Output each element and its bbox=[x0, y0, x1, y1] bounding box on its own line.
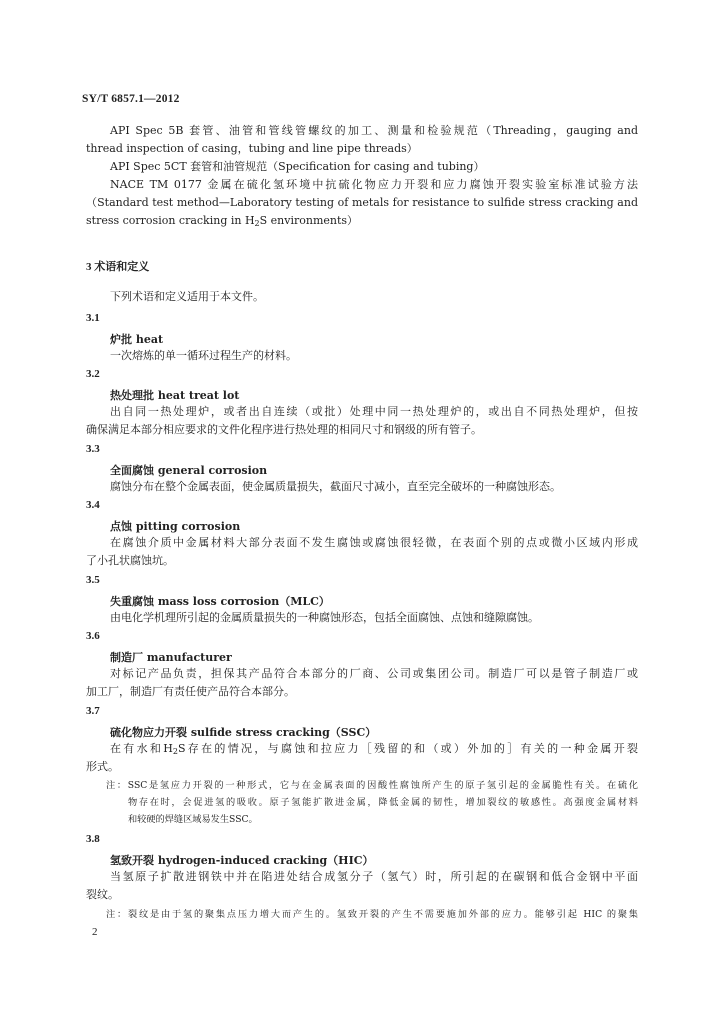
ref-nace-line3: stress corrosion cracking in $H_2S$ environments） bbox=[86, 214, 359, 228]
term-title: 热处理批 heat treat lot bbox=[110, 389, 240, 402]
term-definition: 确保满足本部分相应要求的文件化程序进行热处理的相同尺寸和钢级的所有管子。 bbox=[86, 423, 482, 436]
term-definition: 腐蚀分布在整个金属表面，使金属质量损失，截面尺寸减小，直至完全破坏的一种腐蚀形态。 bbox=[110, 480, 561, 493]
term-definition: 一次熔炼的单一循环过程生产的材料。 bbox=[110, 349, 297, 362]
term-number: 3.3 bbox=[86, 443, 100, 455]
document-code: SY/T 6857.1—2012 bbox=[82, 93, 180, 105]
term-definition: 加工厂，制造厂有责任使产品符合本部分。 bbox=[86, 685, 295, 698]
term-title: 点蚀 pitting corrosion bbox=[110, 520, 241, 533]
term-title: 硫化物应力开裂 sulfide stress cracking（SSC） bbox=[110, 726, 377, 739]
term-title: 失重腐蚀 mass loss corrosion（MLC） bbox=[110, 595, 330, 608]
term-definition: 在有水和$H_2S$存在的情况，与腐蚀和拉应力［残留的和（或）外加的］有关的一种金属开裂 bbox=[110, 742, 638, 756]
term-definition: 形式。 bbox=[86, 760, 119, 773]
term-definition: 对标记产品负责，担保其产品符合本部分的厂商、公司或集团公司。制造厂可以是管子制造厂或 bbox=[110, 667, 638, 680]
term-title: 全面腐蚀 general corrosion bbox=[110, 464, 268, 477]
term-number: 3.8 bbox=[86, 833, 100, 845]
term-number: 3.1 bbox=[86, 312, 100, 324]
term-number: 3.7 bbox=[86, 705, 100, 717]
section-title: 3 术语和定义 bbox=[86, 261, 150, 273]
term-note: 注：SSC是氢应力开裂的一种形式，它与在金属表面的因酸性腐蚀所产生的原子氢引起的金属脆性有关。在硫化 bbox=[106, 780, 638, 791]
term-number: 3.4 bbox=[86, 499, 100, 511]
term-definition: 了小孔状腐蚀坑。 bbox=[86, 554, 174, 567]
section-intro: 下列术语和定义适用于本文件。 bbox=[110, 290, 264, 303]
term-definition: 当氢原子扩散进钢铁中并在陷进处结合成氢分子（氢气）时，所引起的在碳钢和低合金钢中平面 bbox=[110, 870, 638, 883]
ref-api-5ct: API Spec 5CT 套管和油管规范（Specification for casing and tubing） bbox=[110, 160, 485, 173]
term-title: 炉批 heat bbox=[110, 333, 164, 346]
term-number: 3.5 bbox=[86, 574, 100, 586]
page-number: 2 bbox=[92, 926, 98, 938]
ref-api-5b-line1: API Spec 5B 套管、油管和管线管螺纹的加工、测量和检验规范（Threading，gauging and bbox=[110, 124, 638, 137]
term-title: 制造厂 manufacturer bbox=[110, 651, 232, 664]
ref-nace-line1: NACE TM 0177 金属在硫化氢环境中抗硫化物应力开裂和应力腐蚀开裂实验室标准试验方法 bbox=[110, 178, 638, 191]
term-definition: 由电化学机理所引起的金属质量损失的一种腐蚀形态，包括全面腐蚀、点蚀和缝隙腐蚀。 bbox=[110, 611, 539, 624]
term-note: 物存在时，会促进氢的吸收。原子氢能扩散进金属，降低金属的韧性，增加裂纹的敏感性。高强度金属材料 bbox=[128, 797, 638, 808]
ref-nace-line2: （Standard test method—Laboratory testing of metals for resistance to sulfide stress cracking and bbox=[86, 196, 638, 209]
term-definition: 裂纹。 bbox=[86, 888, 119, 901]
term-number: 3.6 bbox=[86, 630, 100, 642]
term-number: 3.2 bbox=[86, 368, 100, 380]
term-definition: 在腐蚀介质中金属材料大部分表面不发生腐蚀或腐蚀很轻微，在表面个别的点或微小区域内形成 bbox=[110, 536, 638, 549]
term-definition: 出自同一热处理炉，或者出自连续（或批）处理中同一热处理炉的，或出自不同热处理炉，但按 bbox=[110, 405, 638, 418]
term-note: 注：裂纹是由于氢的聚集点压力增大而产生的。氢致开裂的产生不需要施加外部的应力。能够引起 HIC 的聚集 bbox=[106, 909, 638, 920]
term-note: 和较硬的焊缝区域易发生SSC。 bbox=[128, 814, 258, 825]
term-title: 氢致开裂 hydrogen-induced cracking（HIC） bbox=[110, 854, 374, 867]
ref-api-5b-line2: thread inspection of casing，tubing and line pipe threads） bbox=[86, 142, 418, 155]
